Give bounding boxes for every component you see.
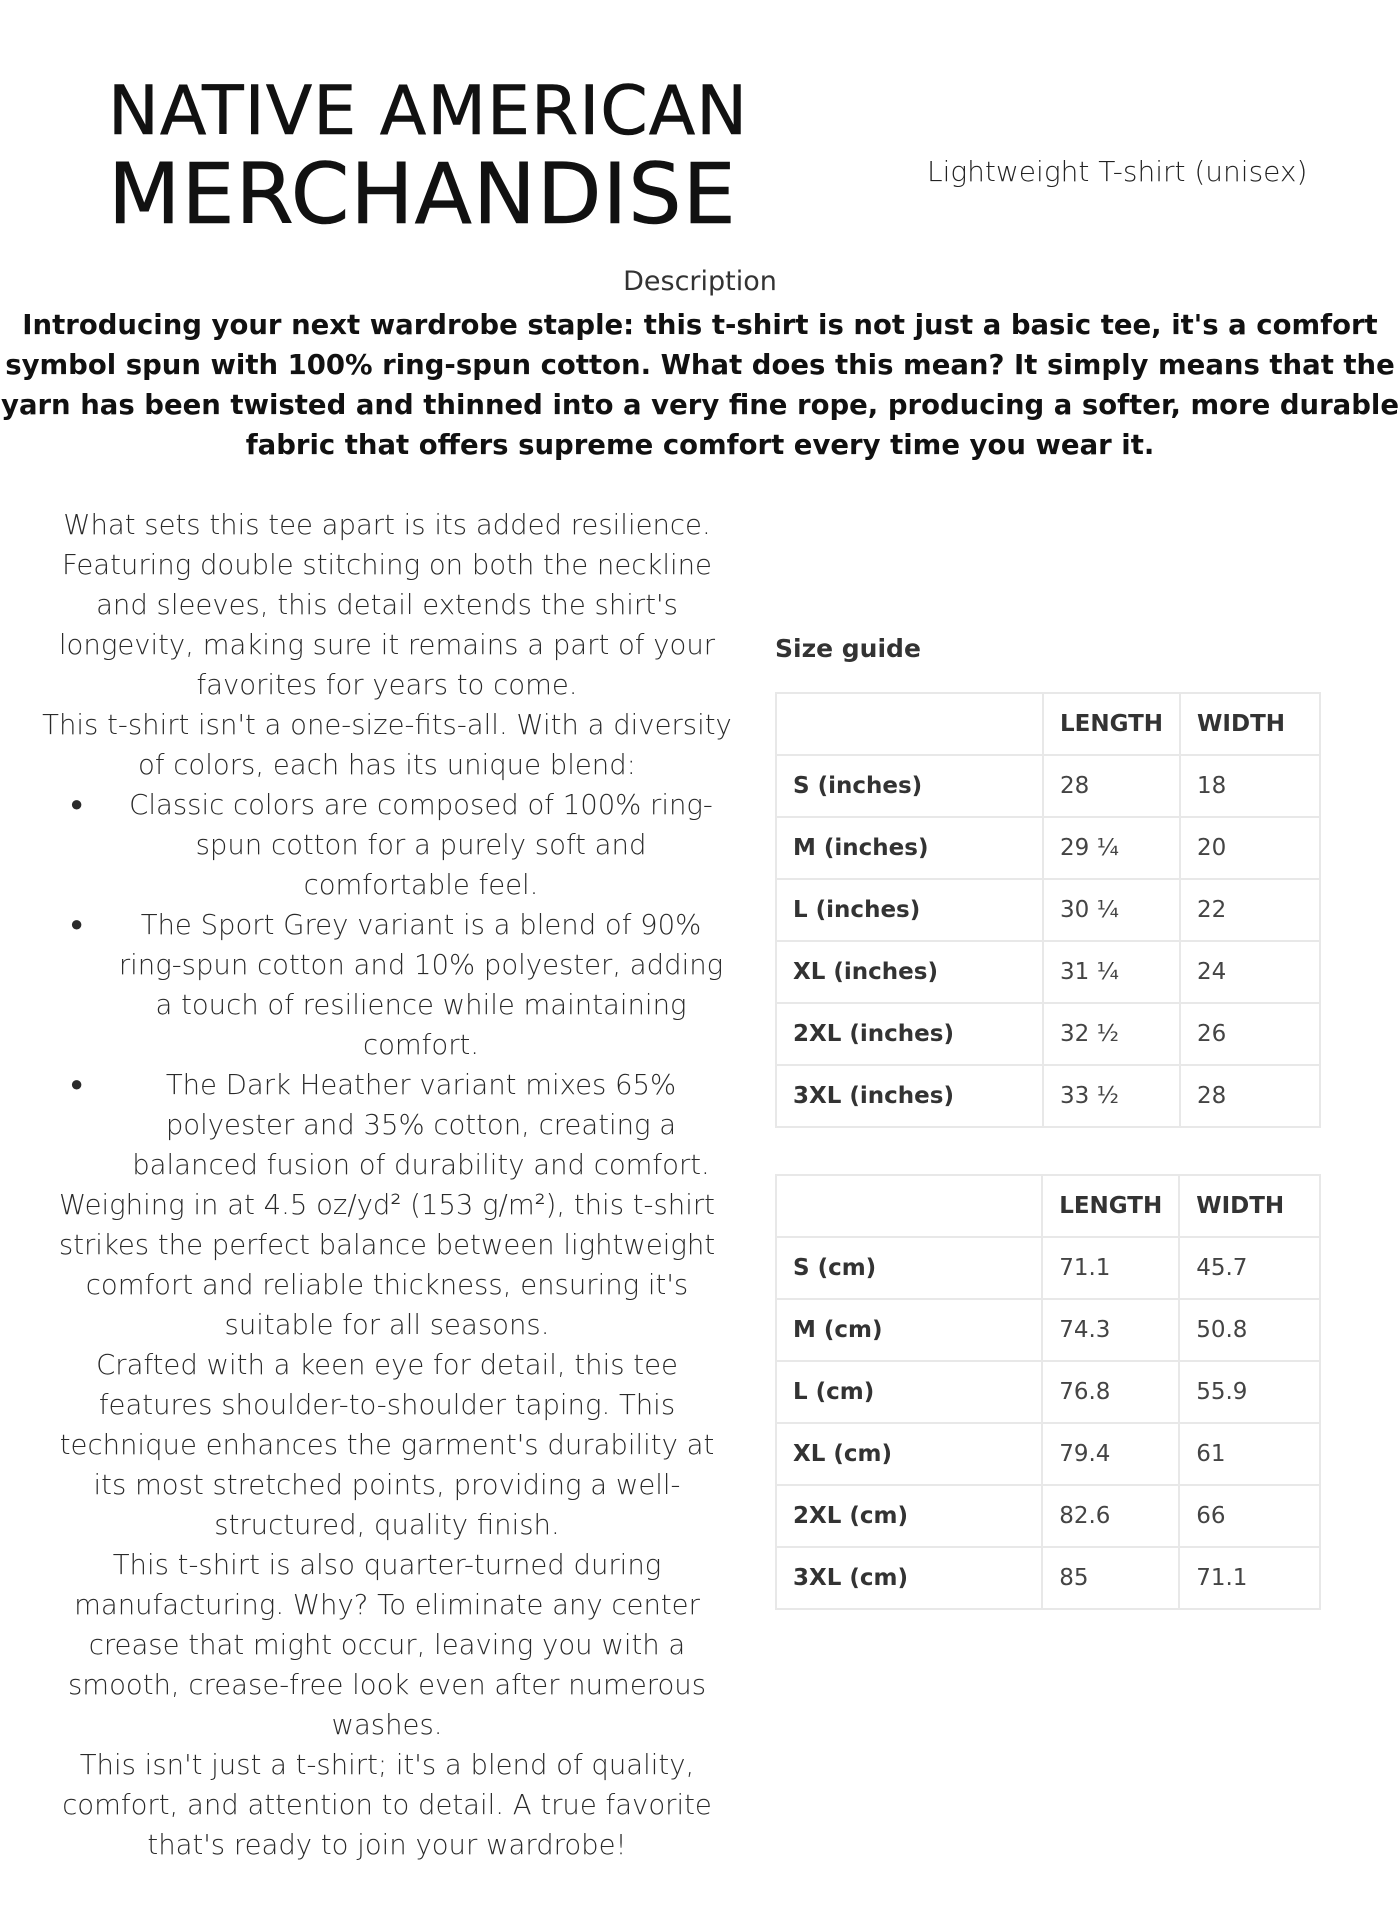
list-item — [70, 905, 732, 1065]
size-label: M (inches) — [776, 817, 1043, 879]
size-table-inches — [775, 692, 1321, 1128]
size-label: L (inches) — [776, 879, 1043, 941]
size-label: S (inches) — [776, 755, 1043, 817]
size-label: S (cm) — [776, 1237, 1042, 1299]
body-paragraph-5: This t-shirt is also quarter-turned during manufacturing. Why? To eliminate any center crease that might occur, leaving you with a smooth, crease-free look even after numerous washes. — [67, 1549, 707, 1741]
table-row — [776, 1003, 1320, 1065]
length-value: 79.4 — [1042, 1423, 1179, 1485]
length-value: 30 ¼ — [1043, 879, 1180, 941]
table-header-cell: WIDTH — [1180, 693, 1320, 755]
body-paragraph-4: Crafted with a keen eye for detail, this tee features shoulder-to-shoulder taping. This technique enhances the garment's durability at its most stretched points, providing a well-structured, quality finish. — [59, 1349, 715, 1541]
width-value: 28 — [1180, 1065, 1320, 1127]
length-value: 32 ½ — [1043, 1003, 1180, 1065]
brand-logo — [108, 72, 828, 243]
width-value: 18 — [1180, 755, 1320, 817]
length-value: 85 — [1042, 1547, 1179, 1609]
body-paragraph-1: What sets this tee apart is its added resilience. Featuring double stitching on both the neckline and sleeves, this detail extends the shirt's longevity, making sure it remains a part of your favorites for years to come. — [58, 509, 716, 701]
size-table-cm — [775, 1174, 1321, 1610]
table-row — [776, 1423, 1320, 1485]
length-value: 74.3 — [1042, 1299, 1179, 1361]
table-header-row — [776, 693, 1320, 755]
width-value: 50.8 — [1179, 1299, 1320, 1361]
size-label: M (cm) — [776, 1299, 1042, 1361]
width-value: 71.1 — [1179, 1547, 1320, 1609]
table-row — [776, 1237, 1320, 1299]
bullet-icon: ● — [70, 1072, 84, 1097]
body-paragraph-3: Weighing in at 4.5 oz/yd² (153 g/m²), this t-shirt strikes the perfect balance between lightweight comfort and reliable thickness, ensuring it's suitable for all seasons. — [58, 1189, 716, 1341]
length-value: 82.6 — [1042, 1485, 1179, 1547]
table-header-cell: WIDTH — [1179, 1175, 1320, 1237]
size-guide-title: Size guide — [775, 634, 921, 663]
table-row — [776, 1485, 1320, 1547]
table-row — [776, 1299, 1320, 1361]
list-item — [70, 785, 732, 905]
description-heading: Description — [623, 266, 777, 297]
width-value: 20 — [1180, 817, 1320, 879]
length-value: 29 ¼ — [1043, 817, 1180, 879]
width-value: 61 — [1179, 1423, 1320, 1485]
blend-list — [42, 785, 732, 1185]
table-row — [776, 1065, 1320, 1127]
width-value: 66 — [1179, 1485, 1320, 1547]
size-label: L (cm) — [776, 1361, 1042, 1423]
intro-paragraph: Introducing your next wardrobe staple: this t-shirt is not just a basic tee, it's a comfort symbol spun with 100% ring-spun cotton. What does this mean? It simply means that the yarn has been twisted and thinned into a very fine rope, producing a softer, more durable fabric that offers supreme comfort every time you wear it. — [1, 309, 1399, 461]
length-value: 71.1 — [1042, 1237, 1179, 1299]
width-value: 45.7 — [1179, 1237, 1320, 1299]
width-value: 26 — [1180, 1003, 1320, 1065]
brand-line-2: MERCHANDISE — [108, 145, 737, 243]
brand-line-1: NATIVE AMERICAN — [108, 72, 749, 151]
table-row — [776, 1547, 1320, 1609]
bullet-icon: ● — [70, 792, 84, 817]
list-item-text: Classic colors are composed of 100% ring-spun cotton for a purely soft and comfortable feel. — [129, 789, 713, 901]
table-header-cell — [776, 693, 1043, 755]
table-header-row — [776, 1175, 1320, 1237]
description-body — [42, 505, 732, 1865]
bullet-icon: ● — [70, 912, 84, 937]
list-item — [70, 1065, 732, 1185]
length-value: 33 ½ — [1043, 1065, 1180, 1127]
width-value: 22 — [1180, 879, 1320, 941]
size-label: XL (inches) — [776, 941, 1043, 1003]
width-value: 55.9 — [1179, 1361, 1320, 1423]
size-label: 3XL (inches) — [776, 1065, 1043, 1127]
table-row — [776, 1361, 1320, 1423]
body-paragraph-6: This isn't just a t-shirt; it's a blend of quality, comfort, and attention to detail. A true favorite that's ready to join your wardrobe! — [62, 1749, 712, 1861]
width-value: 24 — [1180, 941, 1320, 1003]
list-item-text: The Dark Heather variant mixes 65% polyester and 35% cotton, creating a balanced fusion of durability and comfort. — [132, 1069, 710, 1181]
list-item-text: The Sport Grey variant is a blend of 90% ring-spun cotton and 10% polyester, adding a touch of resilience while maintaining comfort. — [118, 909, 724, 1061]
length-value: 28 — [1043, 755, 1180, 817]
size-label: 2XL (cm) — [776, 1485, 1042, 1547]
body-paragraph-2: This t-shirt isn't a one-size-fits-all. With a diversity of colors, each has its unique blend: — [42, 709, 732, 781]
table-row — [776, 817, 1320, 879]
length-value: 76.8 — [1042, 1361, 1179, 1423]
size-label: XL (cm) — [776, 1423, 1042, 1485]
table-header-cell — [776, 1175, 1042, 1237]
table-header-cell: LENGTH — [1042, 1175, 1179, 1237]
size-label: 3XL (cm) — [776, 1547, 1042, 1609]
table-row — [776, 755, 1320, 817]
table-row — [776, 879, 1320, 941]
table-header-cell: LENGTH — [1043, 693, 1180, 755]
table-row — [776, 941, 1320, 1003]
size-label: 2XL (inches) — [776, 1003, 1043, 1065]
length-value: 31 ¼ — [1043, 941, 1180, 1003]
product-title: Lightweight T-shirt (unisex) — [927, 155, 1308, 188]
